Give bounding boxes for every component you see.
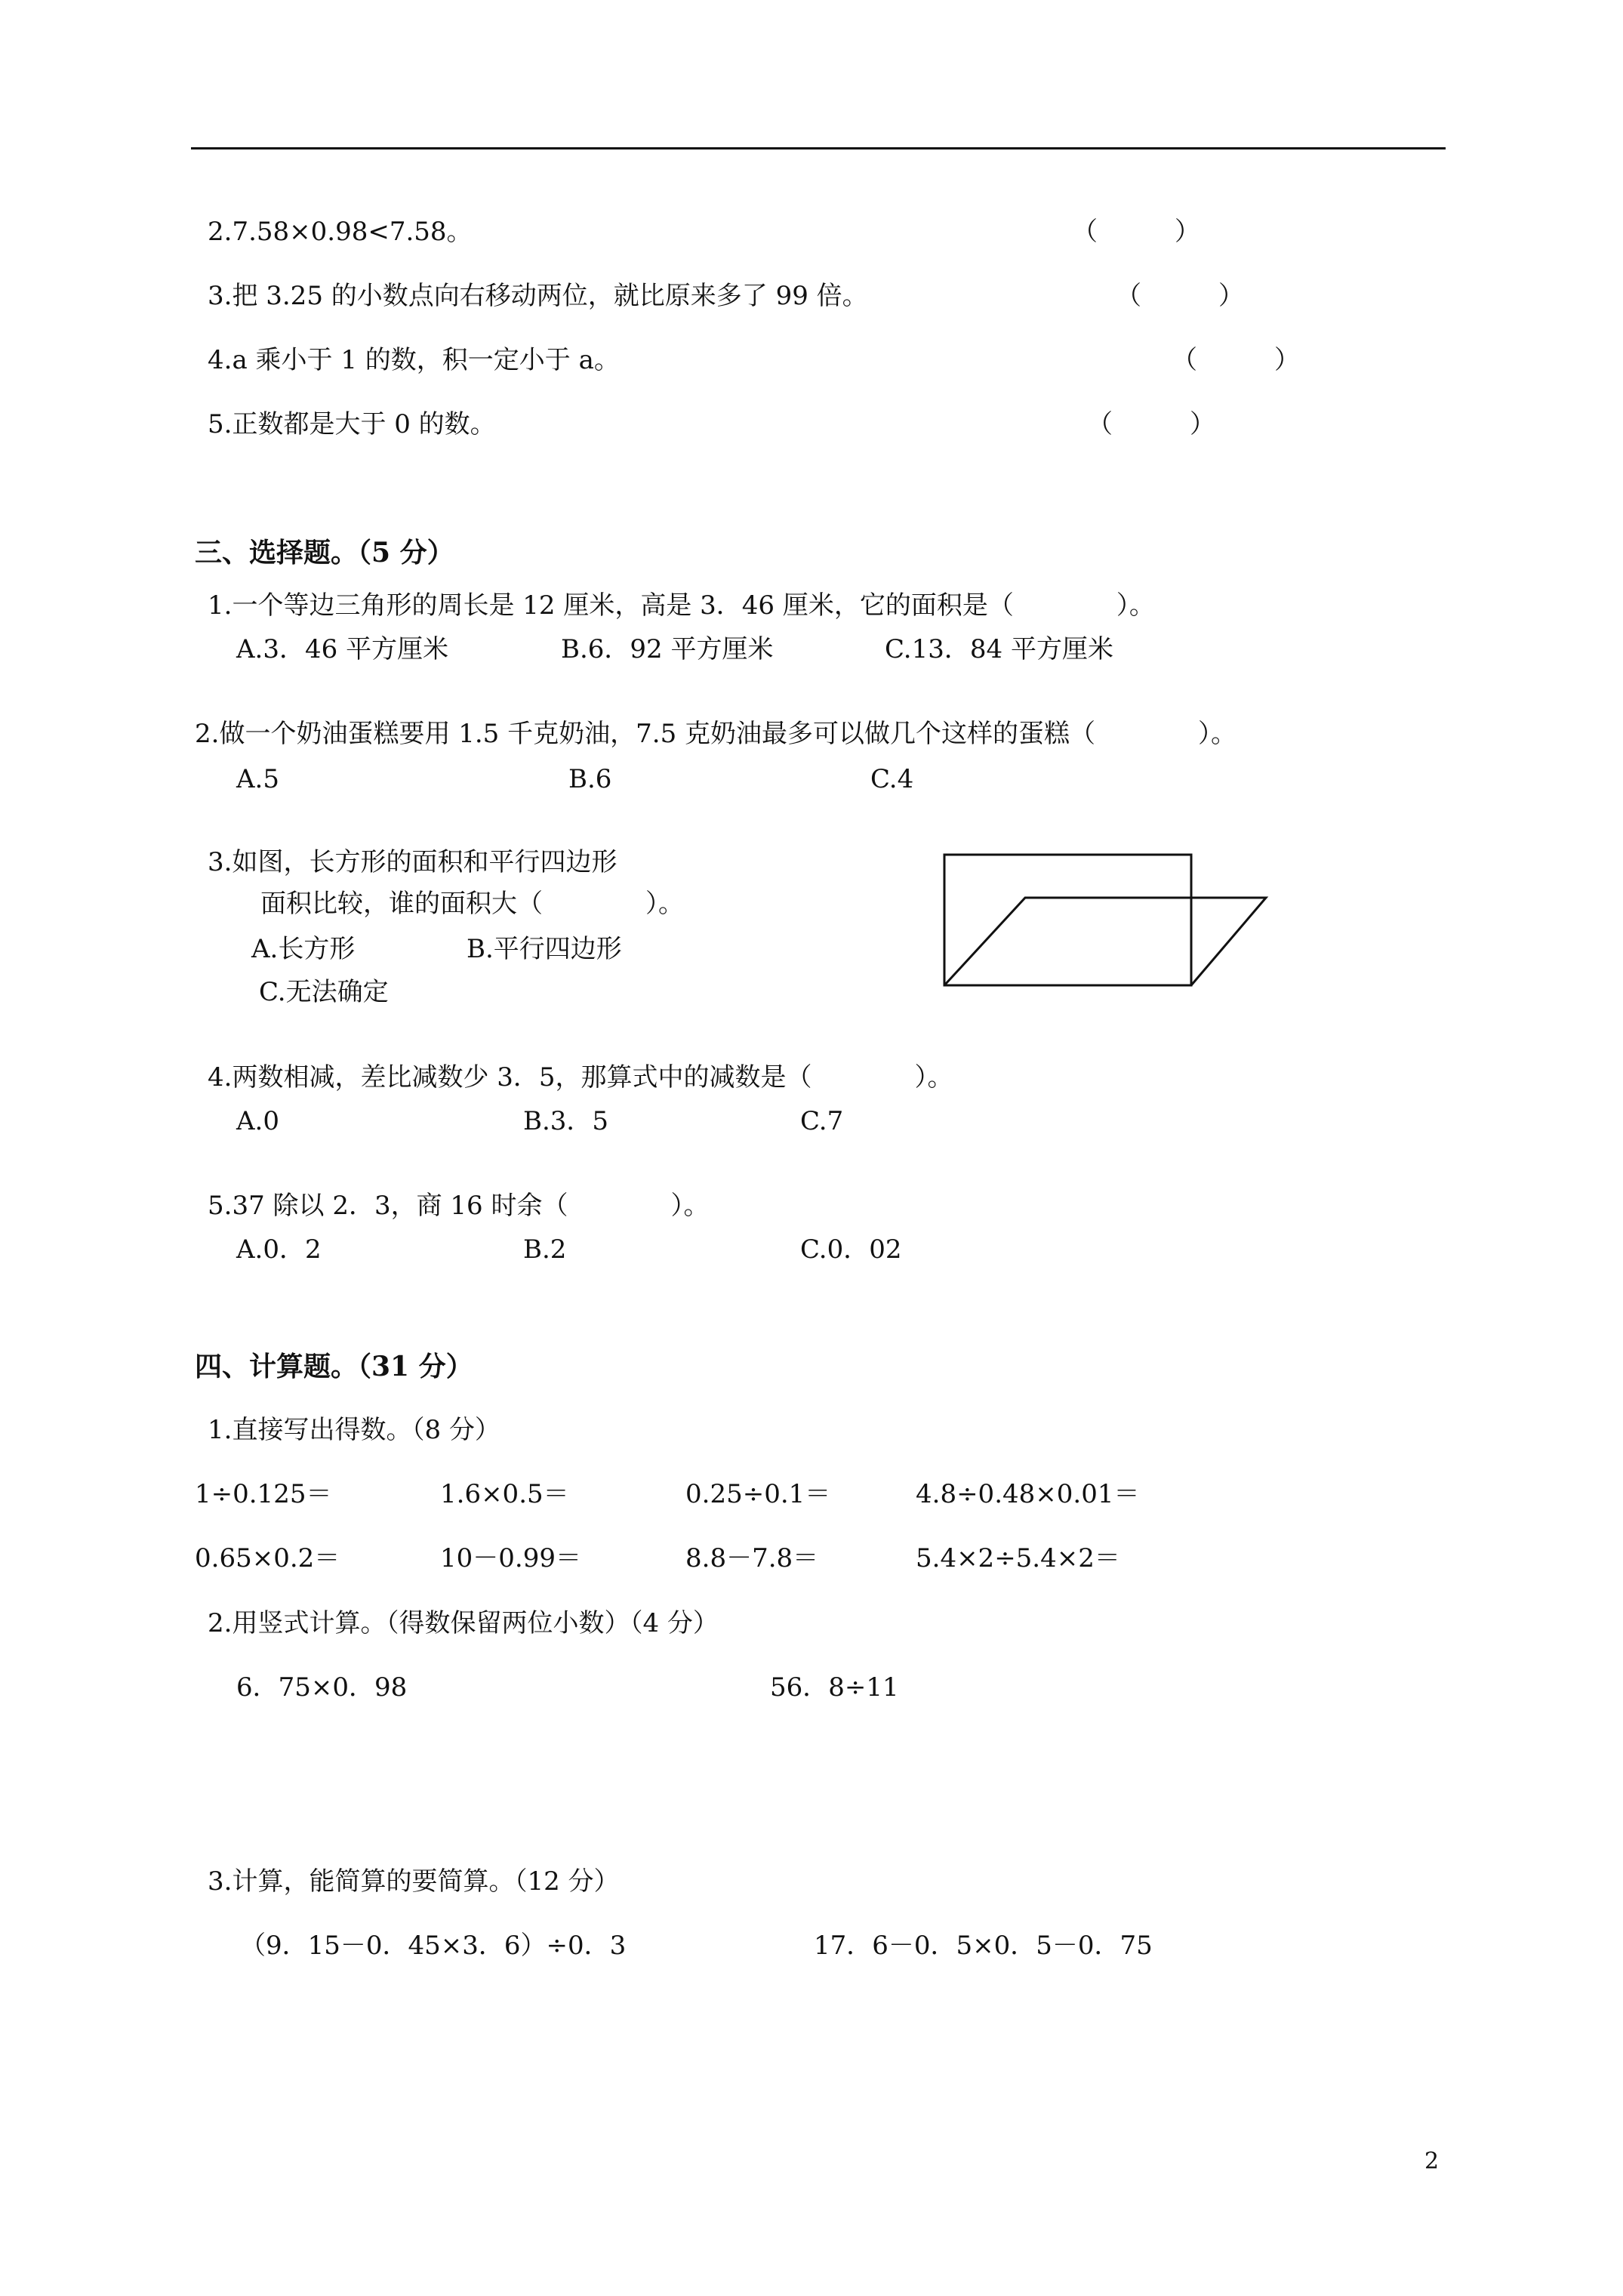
choice-q3-option-c: C.无法确定 bbox=[259, 977, 389, 1007]
choice-q5-stem: 5.37 除以 2．3，商 16 时余（ ）。 bbox=[208, 1191, 710, 1221]
oral-calc-3: 0.25÷0.1＝ bbox=[685, 1479, 831, 1509]
answer-blank-3: （ ） bbox=[1116, 281, 1244, 311]
oral-calc-7: 8.8－7.8＝ bbox=[685, 1543, 819, 1573]
choice-q3-stem-line1: 3.如图，长方形的面积和平行四边形 bbox=[208, 847, 617, 877]
calc-part-2-label: 2.用竖式计算。（得数保留两位小数）（4 分） bbox=[208, 1608, 719, 1638]
calc-part-3-label: 3.计算，能简算的要简算。（12 分） bbox=[208, 1866, 620, 1897]
parallelogram-shape bbox=[944, 898, 1266, 985]
choice-q2-option-a: A.5 bbox=[236, 764, 279, 794]
oral-calc-8: 5.4×2÷5.4×2＝ bbox=[916, 1543, 1120, 1573]
choice-q2-option-c: C.4 bbox=[870, 764, 914, 794]
choice-q5-option-a: A.0．2 bbox=[236, 1234, 322, 1265]
judge-item-4: 4.a 乘小于 1 的数，积一定小于 a。 bbox=[208, 345, 620, 375]
choice-q1-option-b: B.6．92 平方厘米 bbox=[561, 634, 774, 664]
vertical-calc-2: 56．8÷11 bbox=[770, 1672, 899, 1703]
judge-item-3: 3.把 3.25 的小数点向右移动两位，就比原来多了 99 倍。 bbox=[208, 281, 868, 311]
page-number: 2 bbox=[1424, 2148, 1440, 2174]
oral-calc-1: 1÷0.125＝ bbox=[195, 1479, 332, 1509]
choice-q3-option-a: A.长方形 bbox=[251, 934, 356, 964]
choice-q1-option-c: C.13．84 平方厘米 bbox=[885, 634, 1113, 664]
choice-q1-option-a: A.3．46 平方厘米 bbox=[236, 634, 449, 664]
answer-blank-4: （ ） bbox=[1172, 345, 1300, 375]
simplify-calc-1: （9．15－0．45×3．6）÷0．3 bbox=[240, 1931, 627, 1961]
vertical-calc-1: 6．75×0．98 bbox=[236, 1672, 408, 1703]
rectangle-shape bbox=[944, 855, 1191, 985]
answer-blank-2: （ ） bbox=[1072, 217, 1200, 247]
oral-calc-5: 0.65×0.2＝ bbox=[195, 1543, 340, 1573]
choice-q4-stem: 4.两数相减，差比减数少 3．5，那算式中的减数是（ ）。 bbox=[208, 1062, 953, 1093]
choice-q5-option-c: C.0．02 bbox=[800, 1234, 902, 1265]
choice-q3-option-b: B.平行四边形 bbox=[467, 934, 622, 964]
oral-calc-2: 1.6×0.5＝ bbox=[440, 1479, 569, 1509]
header-rule bbox=[191, 147, 1446, 149]
choice-q3-stem-line2: 面积比较，谁的面积大（ ）。 bbox=[260, 889, 684, 919]
oral-calc-6: 10－0.99＝ bbox=[440, 1543, 581, 1573]
calc-part-1-label: 1.直接写出得数。（8 分） bbox=[208, 1415, 500, 1445]
judge-item-2: 2.7.58×0.98<7.58。 bbox=[208, 217, 473, 247]
answer-blank-5: （ ） bbox=[1087, 409, 1215, 439]
choice-q1-stem: 1.一个等边三角形的周长是 12 厘米，高是 3．46 厘米，它的面积是（ ）。 bbox=[208, 590, 1155, 621]
choice-q2-option-b: B.6 bbox=[568, 764, 612, 794]
simplify-calc-2: 17．6－0．5×0．5－0．75 bbox=[814, 1931, 1153, 1961]
section-4-title: 四、计算题。（31 分） bbox=[195, 1351, 473, 1382]
choice-q4-option-b: B.3．5 bbox=[523, 1106, 609, 1136]
choice-q2-stem: 2.做一个奶油蛋糕要用 1.5 千克奶油，7.5 克奶油最多可以做几个这样的蛋糕（ ）。 bbox=[195, 719, 1237, 749]
choice-q4-option-a: A.0 bbox=[236, 1106, 279, 1136]
oral-calc-4: 4.8÷0.48×0.01＝ bbox=[916, 1479, 1140, 1509]
judge-item-5: 5.正数都是大于 0 的数。 bbox=[208, 409, 496, 439]
section-3-title: 三、选择题。（5 分） bbox=[195, 537, 454, 569]
choice-q4-option-c: C.7 bbox=[800, 1106, 844, 1136]
choice-q5-option-b: B.2 bbox=[523, 1234, 567, 1265]
rectangle-parallelogram-figure bbox=[936, 846, 1276, 997]
